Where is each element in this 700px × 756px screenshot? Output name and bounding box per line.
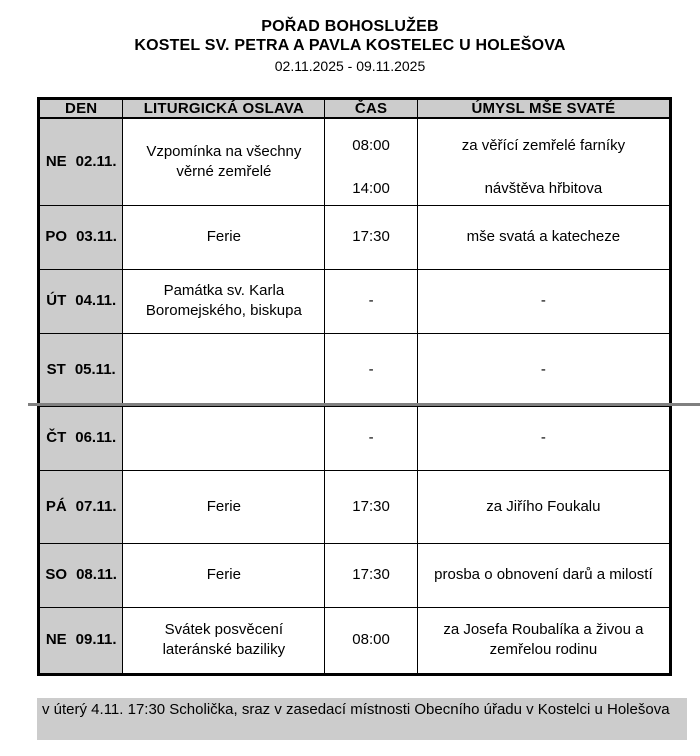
date-range: 02.11.2025 - 09.11.2025 [274,58,426,74]
table-row [39,470,671,543]
page-title: POŘAD BOHOSLUŽEB [261,18,439,35]
celebration-cell: Vzpomínka na všechny věrné zemřelé [123,118,325,205]
footer-note: v úterý 4.11. 17:30 Scholička, sraz v zasedací místnosti Obecního úřadu v Kostelci u Holešova [37,698,687,740]
intention-stack [422,360,665,380]
time-cell [325,543,417,607]
intention-cell [417,269,670,333]
intention-value: za Jiřího Foukalu [486,497,601,515]
celebration-cell: Ferie [123,543,325,607]
day-abbr: PÁ [45,497,67,515]
column-header-den: DEN [39,99,123,119]
table-row [39,118,671,205]
intention-stack [422,291,665,311]
intention-cell [417,470,670,543]
time-cell [325,333,417,406]
celebration-cell: Ferie [123,205,325,269]
day-date: 02.11. [75,152,117,170]
day-abbr: PO [45,228,68,245]
day-abbr: NE [45,152,67,170]
day-abbr: ČT [46,429,67,446]
intention-cell [417,205,670,269]
day-abbr: ST [46,360,66,378]
day-date: 08.11. [76,566,117,583]
intention-cell [417,333,670,406]
intention-stack [422,620,665,660]
day-cell [39,333,123,406]
time-cell [325,470,417,543]
time-value: 17:30 [352,566,390,583]
intention-cell [417,607,670,674]
intention-value: - [540,292,546,309]
intention-value: za Josefa Roubalíka a živou a zemřelou rodinu [443,621,644,658]
day-cell [39,607,123,674]
intention-stack [422,497,665,517]
time-value: 08:00 [352,631,390,648]
intention-value: prosba o obnovení darů a milostí [434,566,653,583]
intention-cell [417,406,670,470]
intention-cell [417,543,670,607]
day-date: 03.11. [76,228,117,245]
day-date: 09.11. [75,631,117,648]
page-subtitle: KOSTEL SV. PETRA A PAVLA KOSTELEC U HOLEŠOVA [134,37,566,54]
time-stack [325,565,416,585]
column-header-liturgicka-oslava: LITURGICKÁ OSLAVA [123,99,325,119]
intention-cell [417,118,670,205]
time-stack [325,497,416,517]
time-value: 08:00 [352,137,390,155]
time-cell [325,269,417,333]
intention-value: návštěva hřbitova [484,180,603,198]
schedule-table [37,97,672,676]
day-date: 06.11. [75,429,117,446]
day-cell [39,406,123,470]
page-break-line [28,403,700,406]
time-value: - [368,292,374,309]
table-row [39,406,671,470]
table-row [39,607,671,674]
day-cell [39,205,123,269]
table-row [39,205,671,269]
intention-stack [422,428,665,448]
intention-stack [422,227,665,247]
day-abbr: ÚT [46,292,67,309]
time-cell [325,607,417,674]
document-header [0,0,700,77]
intention-value: - [540,429,546,446]
time-stack [325,291,416,311]
time-stack [325,124,416,199]
celebration-cell [123,406,325,470]
time-value: - [368,360,374,378]
time-cell [325,118,417,205]
column-header-umysl: ÚMYSL MŠE SVATÉ [417,99,670,119]
celebration-cell: Ferie [123,470,325,543]
time-value: 17:30 [352,228,390,245]
table-row [39,333,671,406]
intention-stack [422,565,665,585]
intention-value: - [540,360,546,378]
day-cell [39,118,123,205]
table-row [39,269,671,333]
day-cell [39,470,123,543]
celebration-cell [123,333,325,406]
time-stack [325,428,416,448]
day-abbr: SO [45,566,68,583]
time-cell [325,406,417,470]
celebration-cell: Svátek posvěcení lateránské baziliky [123,607,325,674]
time-stack [325,360,416,380]
day-cell [39,543,123,607]
time-value: 14:00 [352,180,390,198]
day-date: 05.11. [74,360,116,378]
header-row [39,99,671,119]
time-value: - [368,429,374,446]
time-cell [325,205,417,269]
day-date: 04.11. [75,292,117,309]
celebration-cell: Památka sv. Karla Boromejského, biskupa [123,269,325,333]
day-abbr: NE [45,631,67,648]
intention-stack [422,124,665,199]
day-cell [39,269,123,333]
column-header-cas: ČAS [325,99,417,119]
time-stack [325,630,416,650]
time-value: 17:30 [352,497,390,515]
time-stack [325,227,416,247]
intention-value: mše svatá a katecheze [466,228,621,245]
table-row [39,543,671,607]
intention-value: za věřící zemřelé farníky [461,137,626,155]
day-date: 07.11. [75,497,117,515]
